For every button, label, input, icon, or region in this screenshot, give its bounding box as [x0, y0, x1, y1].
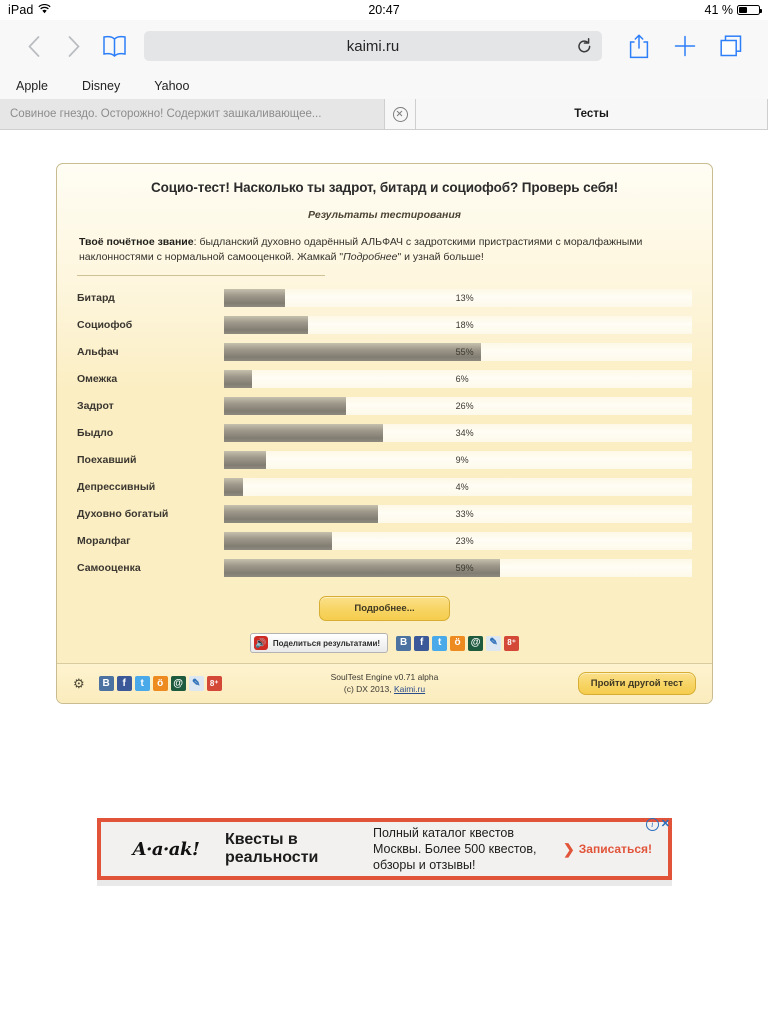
- browser-toolbar: [0, 20, 768, 72]
- info-icon[interactable]: i: [646, 818, 659, 831]
- ad-headline: [225, 831, 365, 867]
- bar-fill: [224, 289, 285, 307]
- chart-row: [77, 473, 692, 500]
- ad-logo: A·a·ak!: [132, 838, 200, 860]
- device-name: iPad: [8, 3, 34, 17]
- ios-status-bar: [0, 0, 768, 20]
- bar-value-label: 33%: [455, 508, 474, 519]
- battery-percent-label: 41 %: [704, 3, 733, 17]
- ad-cta-label: Записаться!: [578, 842, 652, 856]
- test-result-card: [56, 163, 713, 704]
- googleplus-icon[interactable]: 8⁺: [504, 636, 519, 651]
- bar-fill: [224, 397, 346, 415]
- rank-description-part2: " и узнай больше!: [397, 250, 484, 263]
- show-tabs-button[interactable]: [708, 26, 754, 66]
- mailru-icon[interactable]: @: [171, 676, 186, 691]
- favorite-disney[interactable]: Disney: [81, 78, 121, 93]
- copyright-prefix: (c) DX 2013,: [343, 683, 394, 694]
- tab-title: Совиное гнездо. Осторожно! Содержит зашкаливающее...: [10, 108, 322, 120]
- kaimi-link[interactable]: Kaimi.ru: [393, 683, 426, 694]
- ad-cta-button[interactable]: [563, 841, 662, 858]
- status-bar-right: [705, 3, 761, 17]
- engine-version: SoulTest Engine v0.71 alpha: [330, 672, 439, 682]
- tab-sovinoe-gnezdo[interactable]: [0, 99, 385, 129]
- gear-icon[interactable]: ⚙: [73, 675, 85, 691]
- twitter-icon[interactable]: t: [432, 636, 447, 651]
- twitter-icon[interactable]: t: [135, 676, 150, 691]
- bar-value-label: 9%: [455, 454, 469, 465]
- bar-label: Задрот: [77, 399, 114, 412]
- forward-button[interactable]: [54, 26, 94, 66]
- vk-icon[interactable]: В: [99, 676, 114, 691]
- bar-label: Быдло: [77, 426, 114, 439]
- chart-row: [77, 365, 692, 392]
- ad-headline-line1: Квесты в: [225, 831, 298, 848]
- bar-track: [224, 424, 692, 442]
- mailru-icon[interactable]: @: [468, 636, 483, 651]
- battery-icon: [737, 5, 760, 15]
- address-bar[interactable]: [144, 31, 602, 61]
- status-bar-left: [8, 3, 51, 17]
- bar-label: Альфач: [77, 345, 119, 358]
- share-results-label: Поделиться результатами!: [272, 638, 381, 648]
- bar-value-label: 55%: [455, 346, 474, 357]
- chart-row: [77, 311, 692, 338]
- tab-title: Тесты: [574, 108, 609, 120]
- bar-label: Поехавший: [77, 453, 137, 466]
- take-another-test-button[interactable]: Пройти другой тест: [578, 672, 696, 695]
- bar-track: [224, 559, 692, 577]
- chart-row: [77, 338, 692, 365]
- bar-value-label: 34%: [455, 427, 474, 438]
- bar-value-label: 26%: [455, 400, 474, 411]
- rank-label: Твоё почётное звание: [79, 236, 194, 248]
- facebook-icon[interactable]: f: [117, 676, 132, 691]
- megaphone-icon: 🔊: [254, 636, 268, 650]
- bar-fill: [224, 343, 481, 361]
- tab-close-button[interactable]: [385, 99, 416, 129]
- bar-value-label: 6%: [455, 373, 469, 384]
- bar-value-label: 13%: [455, 292, 474, 303]
- footer-social-icons: [99, 676, 222, 691]
- bar-track: [224, 451, 692, 469]
- bar-fill: [224, 370, 252, 388]
- close-icon[interactable]: ✕: [660, 818, 670, 830]
- chart-row: [77, 500, 692, 527]
- bar-track: [224, 478, 692, 496]
- odnoklassniki-icon[interactable]: ö: [153, 676, 168, 691]
- bar-fill: [224, 532, 332, 550]
- page-title: Социо-тест! Насколько ты задрот, битард и социофоб? Проверь себя!: [151, 180, 618, 195]
- bar-value-label: 23%: [455, 535, 474, 546]
- ad-content[interactable]: [97, 818, 672, 880]
- footer-actions: [578, 672, 696, 695]
- bar-track: [224, 289, 692, 307]
- vk-icon[interactable]: В: [396, 636, 411, 651]
- details-button-container: [77, 596, 692, 621]
- bar-track: [224, 370, 692, 388]
- bar-label: Битард: [77, 291, 115, 304]
- bar-track: [224, 343, 692, 361]
- ad-body-text: [365, 825, 563, 873]
- bar-fill: [224, 505, 378, 523]
- bar-label: Социофоб: [77, 318, 133, 331]
- odnoklassniki-icon[interactable]: ö: [450, 636, 465, 651]
- details-button[interactable]: Подробнее...: [319, 596, 449, 621]
- address-text: kaimi.ru: [346, 37, 400, 55]
- advertisement-banner[interactable]: [97, 818, 672, 886]
- reload-icon[interactable]: [577, 38, 592, 55]
- share-button[interactable]: [616, 26, 662, 66]
- chart-row: [77, 554, 692, 581]
- back-button[interactable]: [14, 26, 54, 66]
- facebook-icon[interactable]: f: [414, 636, 429, 651]
- ad-body-line1: Полный каталог квестов: [373, 826, 515, 840]
- bar-label: Депрессивный: [77, 480, 156, 493]
- browser-tab-bar: [0, 99, 768, 130]
- section-divider: [77, 275, 325, 276]
- bar-track: [224, 532, 692, 550]
- web-page-viewport: [0, 130, 768, 1010]
- honorary-rank-text: [77, 235, 692, 264]
- livejournal-icon[interactable]: ✎: [486, 636, 501, 651]
- chart-row: [77, 446, 692, 473]
- bookmarks-button[interactable]: [94, 26, 134, 66]
- bar-label: Моралфаг: [77, 534, 131, 547]
- rank-description-part1: : быдланский духовно одарённый АЛЬФАЧ с задротскими пристрастиями с моралфажными наклонностями с нормальной самооценкой. Жамкай ": [79, 236, 643, 263]
- rank-emphasis: Подробнее: [343, 250, 398, 263]
- bar-track: [224, 505, 692, 523]
- card-footer: [57, 663, 712, 703]
- bar-label: Духовно богатый: [77, 507, 169, 520]
- wifi-icon: [38, 3, 51, 17]
- bar-track: [224, 397, 692, 415]
- bar-value-label: 18%: [455, 319, 474, 330]
- new-tab-button[interactable]: [662, 26, 708, 66]
- ad-body-line3: обзоры и отзывы!: [373, 858, 476, 872]
- chart-row: [77, 284, 692, 311]
- bar-fill: [224, 451, 266, 469]
- status-bar-time: 20:47: [368, 3, 400, 17]
- close-icon: [393, 107, 408, 122]
- bar-fill: [224, 424, 383, 442]
- livejournal-icon[interactable]: ✎: [189, 676, 204, 691]
- favorite-apple[interactable]: Apple: [16, 78, 48, 93]
- results-subtitle: Результаты тестирования: [308, 209, 461, 221]
- share-results-button[interactable]: [250, 633, 388, 653]
- ad-headline-line2: реальности: [225, 849, 319, 866]
- results-bar-chart: [77, 284, 692, 585]
- social-share-icons: [396, 636, 519, 651]
- googleplus-icon[interactable]: 8⁺: [207, 676, 222, 691]
- share-results-row: [77, 633, 692, 653]
- bar-track: [224, 316, 692, 334]
- ad-body-line2: Москвы. Более 500 квестов,: [373, 842, 537, 856]
- tab-testy[interactable]: [416, 99, 768, 129]
- bar-value-label: 59%: [455, 562, 474, 573]
- favorites-bar: [0, 72, 768, 99]
- chart-row: [77, 419, 692, 446]
- chevron-right-icon: ❯: [563, 840, 575, 857]
- bar-label: Омежка: [77, 372, 118, 385]
- ad-corner-controls: [646, 818, 670, 831]
- chart-row: [77, 392, 692, 419]
- chart-row: [77, 527, 692, 554]
- bar-fill: [224, 316, 308, 334]
- bar-fill: [224, 478, 243, 496]
- favorite-yahoo[interactable]: Yahoo: [154, 78, 190, 93]
- bar-label: Самооценка: [77, 561, 141, 574]
- bar-value-label: 4%: [455, 481, 469, 492]
